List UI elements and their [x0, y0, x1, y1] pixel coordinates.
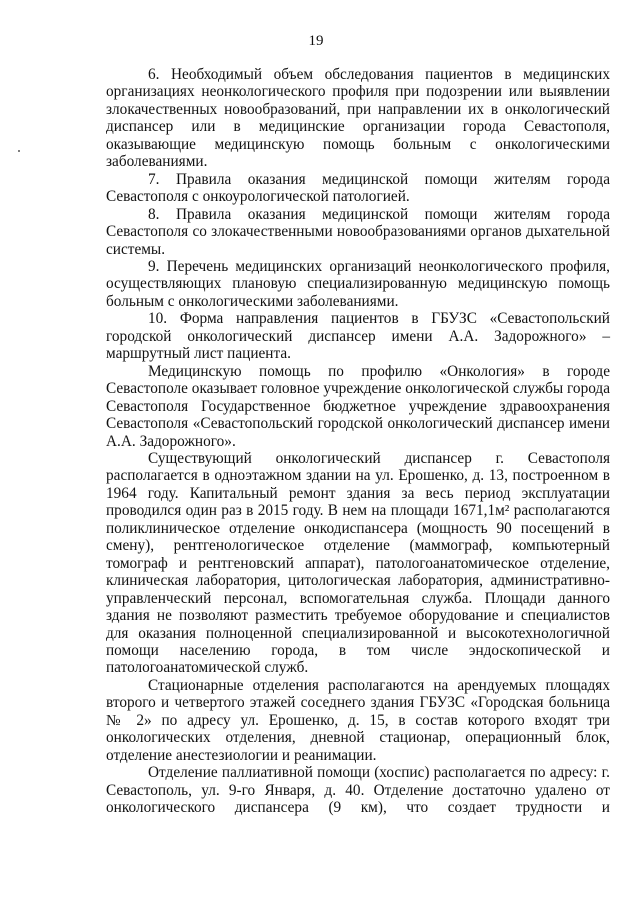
paragraph-inpatient-departments: Стационарные отделения располагаются на арендуемых площадях второго и четвертого этажей соседнего здания ГБУЗС «Городская больница № 2» по адресу ул. Ерошенко, д. 15, в состав которого входят три онкологических отделения, дневной стационар, операционный блок, отделение анестезиологии и реанимации.: [106, 676, 610, 764]
paragraph-existing-dispensary: Существующий онкологический диспансер г. Севастополя располагается в одноэтажном здании на ул. Ерошенко, д. 13, построенном в 1964 году. Капитальный ремонт здания за весь период эксплуатации проводился один раз в 2015 году. В нем на площади 1671,1м² располагаются поликлиническое отделение онкодиспансера (мощность 90 посещений в смену), рентгенологическое отделение (маммограф, компьютерный томограф и рентгеновский аппарат), патологоанатомическое отделение, клиническая лаборатория, цитологическая лаборатория, административно-управленческий персонал, вспомогательная служба. Площади данного здания не позволяют разместить требуемое оборудование и специалистов для оказания полноценной специализированной и высокотехнологичной помощи населению города, в том числе эндоскопической и патологоанатомической служб.: [106, 449, 610, 677]
paragraph-item-6: 6. Необходимый объем обследования пациентов в медицинских организациях неонкологического профиля при подозрении или выявлении злокачественных новообразований, при направлении их в онкологический диспансер или в медицинские организации города Севастополя, оказывающие медицинскую помощь больным с онкологическими заболеваниями.: [106, 66, 610, 171]
paragraph-item-8: 8. Правила оказания медицинской помощи жителям города Севастополя со злокачественными новообразованиями органов дыхательной системы.: [106, 205, 610, 258]
margin-speck: [18, 150, 20, 152]
paragraph-item-10: 10. Форма направления пациентов в ГБУЗС «Севастопольский городской онкологический диспансер имени А.А. Задорожного» – маршрутный лист пациента.: [106, 310, 610, 363]
paragraph-oncology-service: Медицинскую помощь по профилю «Онкология» в городе Севастополе оказывает головное учреждение онкологической службы города Севастополя Государственное бюджетное учреждение здравоохранения Севастополя «Севастопольский городской онкологический диспансер имени А.А. Задорожного».: [106, 362, 610, 450]
page-number: 19: [308, 33, 324, 49]
paragraph-hospice: Отделение паллиативной помощи (хоспис) располагается по адресу: г. Севастополь, ул. 9-го Января, д. 40. Отделение достаточно удалено от онкологического диспансера (9 км), что создает трудности и: [106, 764, 610, 817]
paragraph-item-9: 9. Перечень медицинских организаций неонкологического профиля, осуществляющих плановую специализированную медицинскую помощь больным с онкологическими заболеваниями.: [106, 257, 610, 310]
paragraph-item-7: 7. Правила оказания медицинской помощи жителям города Севастополя с онкоурологической патологией.: [106, 170, 610, 206]
document-body: [106, 66, 610, 816]
